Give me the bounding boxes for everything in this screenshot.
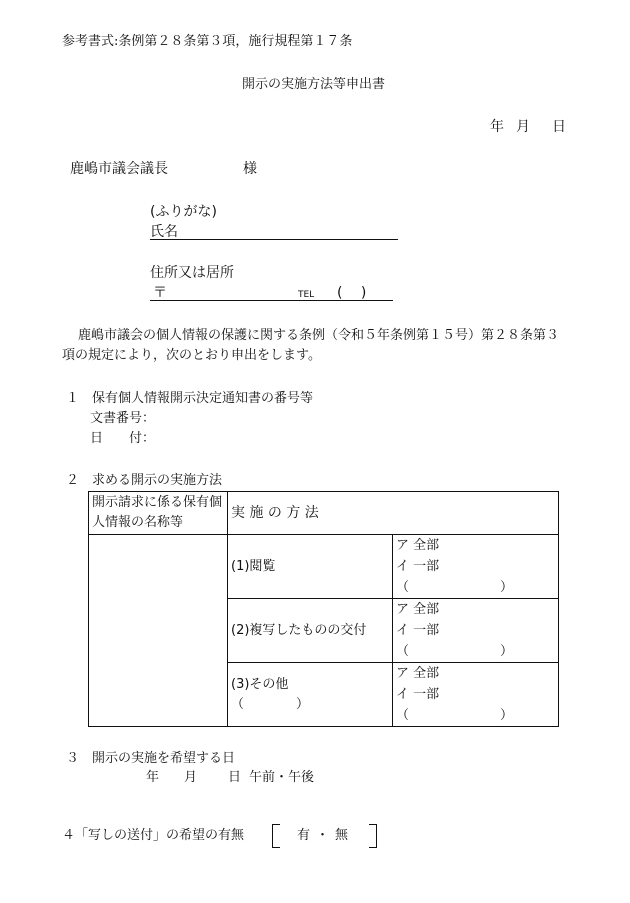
body-line-2: 項の規定により，次のとおり申出をします。 (62, 348, 321, 363)
date-month: 月 (516, 119, 530, 135)
table-header-row (89, 492, 559, 535)
postal-mark: 〒 (153, 285, 167, 301)
option-partial-detail[interactable]: （ ） (396, 580, 514, 595)
right-bracket (369, 824, 377, 848)
tel-label: TEL (298, 290, 315, 300)
document-title: 開示の実施方法等申出書 (242, 77, 386, 92)
option-partial-detail[interactable]: （ ） (396, 644, 514, 659)
disclosure-method-table (88, 491, 559, 727)
address-label: 住所又は居所 (150, 265, 234, 281)
notice-date-field[interactable] (160, 429, 360, 447)
option-all[interactable]: ア 全部 (396, 538, 440, 553)
tel-field[interactable]: ( ) (337, 285, 367, 301)
date-day: 日 (552, 119, 566, 135)
info-name-cell[interactable] (89, 535, 228, 727)
option-partial[interactable]: イ 一部 (396, 559, 440, 574)
name-field[interactable] (150, 223, 398, 240)
scope-options-copy (393, 599, 559, 663)
method-label-copy: (2)複写したものの交付 (228, 599, 393, 663)
desired-year[interactable]: 年 (146, 770, 160, 785)
addressee-honorific: 様 (243, 161, 257, 177)
addressee-name: 鹿嶋市議会議長 (70, 161, 168, 177)
desired-month[interactable]: 月 (184, 770, 198, 785)
scope-options-view (393, 535, 559, 599)
option-all[interactable]: ア 全部 (396, 602, 440, 617)
table-row (89, 535, 559, 599)
reference-format: 参考書式:条例第２８条第３項，施行規程第１７条 (62, 34, 353, 49)
document-number-field[interactable] (160, 409, 360, 427)
notice-date-label: 日 付： (90, 431, 156, 446)
method-label-other: (3)その他 （ ） (228, 663, 393, 727)
other-method-field[interactable]: （ ） (231, 696, 310, 712)
document-number-label: 文書番号： (90, 411, 156, 426)
method-header: 実 施 の 方 法 (228, 492, 559, 535)
option-all[interactable]: ア 全部 (396, 666, 440, 681)
section3-heading: ３ 開示の実施を希望する日 (66, 751, 236, 766)
furigana-label: (ふりがな) (150, 204, 217, 220)
option-separator: ・ (316, 828, 330, 843)
option-partial-detail[interactable]: （ ） (396, 708, 514, 723)
name-label: 氏名 (150, 224, 178, 240)
date-year: 年 (490, 119, 504, 135)
desired-am-pm[interactable]: 午前・午後 (249, 770, 315, 785)
body-line-1: 鹿嶋市議会の個人情報の保護に関する条例（令和５年条例第１５号）第２８条第３ (78, 328, 560, 343)
section4-heading: ４「写しの送付」の希望の有無 (62, 828, 245, 843)
option-partial[interactable]: イ 一部 (396, 687, 440, 702)
left-bracket (272, 824, 280, 848)
section2-heading: ２ 求める開示の実施方法 (66, 473, 223, 488)
info-name-header: 開示請求に係る保有個 人情報の名称等 (89, 492, 228, 535)
scope-options-other (393, 663, 559, 727)
section1-heading: １ 保有個人情報開示決定通知書の番号等 (66, 391, 314, 406)
option-no[interactable]: 無 (335, 828, 349, 843)
desired-day[interactable]: 日 (228, 770, 242, 785)
option-partial[interactable]: イ 一部 (396, 623, 440, 638)
option-yes[interactable]: 有 (297, 828, 311, 843)
address-field[interactable] (150, 284, 393, 301)
method-label-view: (1)閲覧 (228, 535, 393, 599)
